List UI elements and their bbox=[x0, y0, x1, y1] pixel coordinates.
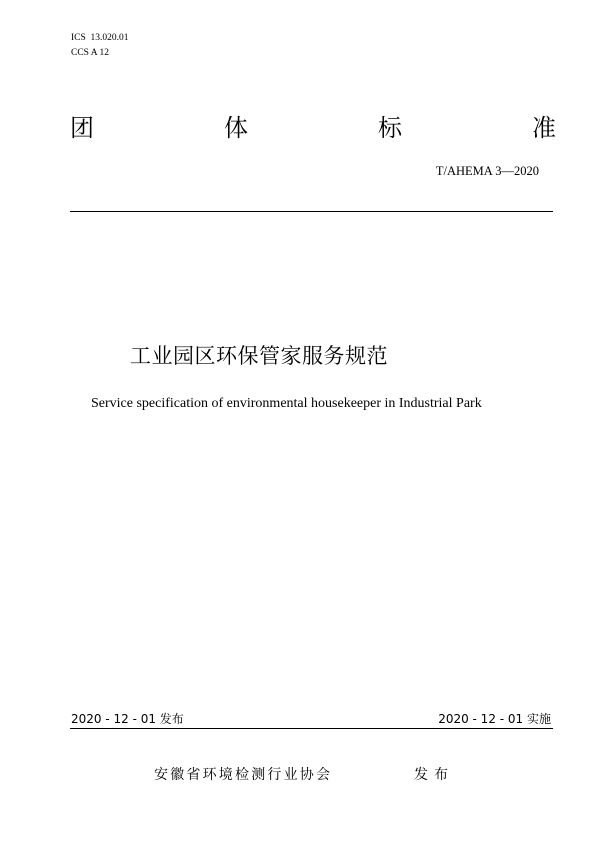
standard-type-char: 标 bbox=[378, 114, 402, 142]
release-date: 2020 - 12 - 01 发布 bbox=[71, 712, 184, 726]
implementation-date: 2020 - 12 - 01 实施 bbox=[438, 712, 551, 726]
bottom-divider bbox=[70, 728, 553, 729]
classification-codes bbox=[71, 31, 129, 61]
publish-label: 发布 bbox=[414, 767, 454, 783]
standard-number: T/AHEMA 3—2020 bbox=[435, 164, 539, 178]
standard-type-char: 准 bbox=[532, 114, 556, 142]
standard-type-char: 体 bbox=[224, 114, 248, 142]
ics-code: ICS 13.020.01 bbox=[71, 33, 129, 43]
document-title-chinese: 工业园区环保管家服务规范 bbox=[130, 344, 388, 368]
document-title-english: Service specification of environmental housekeeper in Industrial Park bbox=[91, 396, 482, 411]
ccs-code: CCS A 12 bbox=[71, 48, 110, 58]
standard-type-heading bbox=[70, 113, 556, 143]
top-divider bbox=[70, 211, 553, 212]
standard-type-char: 团 bbox=[70, 114, 94, 142]
publisher-name: 安徽省环境检测行业协会 bbox=[154, 767, 333, 783]
